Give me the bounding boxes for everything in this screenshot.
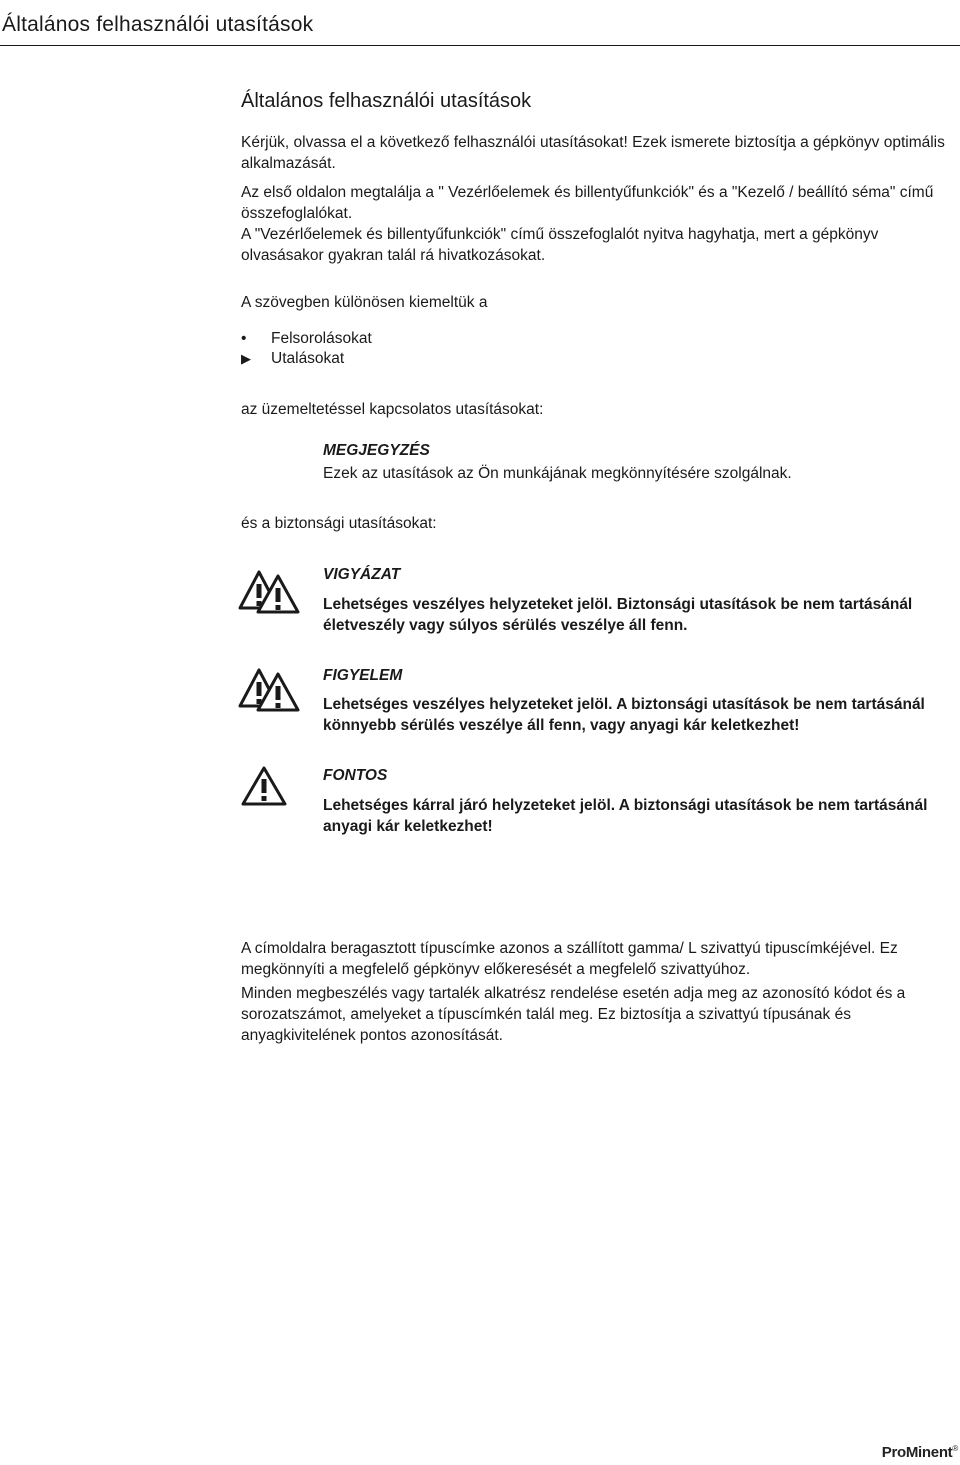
header-title: Általános felhasználói utasítások [2, 13, 314, 36]
warning-title-caution: FIGYELEM [323, 667, 403, 684]
intro-paragraph-2: Az első oldalon megtalálja a " Vezérlőelemek és billentyűfunkciók" és a "Kezelő / beállító séma" című összefoglalókat. [241, 184, 934, 222]
list-item-references [241, 348, 541, 369]
logo-text: ProMinent [881, 1444, 953, 1461]
arrow-right-icon: ▶ [241, 351, 251, 366]
emphasis-intro: A szövegben különösen kiemeltük a [241, 294, 488, 311]
double-warning-triangle-icon [238, 666, 300, 712]
header-divider [0, 45, 960, 46]
logo-registered-mark: ® [952, 1444, 958, 1453]
intro-paragraph-1: Kérjük, olvassa el a következő felhasználói utasításokat! Ezek ismerete biztosítja a gépkönyv optimális alkalmazását. [241, 134, 945, 172]
warning-title-danger: VIGYÁZAT [323, 566, 401, 583]
safety-intro: és a biztonsági utasításokat: [241, 515, 437, 532]
double-warning-triangle-icon [238, 568, 300, 614]
warning-body-danger: Lehetséges veszélyes helyzeteket jelöl. Biztonsági utasítások be nem tartásánál életveszély vagy súlyos sérülés veszélye áll fenn. [323, 596, 913, 634]
operating-intro: az üzemeltetéssel kapcsolatos utasításokat: [241, 401, 544, 418]
bullet-icon: • [241, 330, 247, 347]
closing-paragraph-2: Minden megbeszélés vagy tartalék alkatrész rendelése esetén adja meg az azonosító kódot és a sorozatszámot, amelyeket a típuscímkén talál meg. Ez biztosítja a szivattyú típusának és anyagkivitelének pontos azonosítását. [241, 985, 906, 1044]
list-item-bullets [241, 328, 541, 349]
note-title: MEGJEGYZÉS [323, 442, 430, 459]
warning-body-important: Lehetséges kárral járó helyzeteket jelöl. A biztonsági utasítások be nem tartásánál anyagi kár keletkezhet! [323, 797, 928, 835]
warning-triangle-icon [240, 765, 288, 807]
note-body: Ezek az utasítások az Ön munkájának megkönnyítésére szolgálnak. [323, 465, 792, 482]
intro-paragraph-3: A "Vezérlőelemek és billentyűfunkciók" című összefoglalót nyitva hagyhatja, mert a gépkönyv olvasásakor gyakran talál rá hivatkozásokat. [241, 226, 879, 264]
list-item-label: Felsorolásokat [271, 330, 372, 347]
warning-body-caution: Lehetséges veszélyes helyzeteket jelöl. A biztonsági utasítások be nem tartásánál könnyebb sérülés veszélye áll fenn, vagy anyagi kár keletkezhet! [323, 696, 925, 734]
closing-paragraph-1: A címoldalra beragasztott típuscímke azonos a szállított gamma/ L szivattyú tipuscímkéjével. Ez megkönnyíti a megfelelő gépkönyv előkeresését a megfelelő szivattyúhoz. [241, 940, 898, 978]
prominent-logo [882, 1444, 958, 1461]
warning-title-important: FONTOS [323, 767, 388, 784]
page-title: Általános felhasználói utasítások [241, 90, 532, 112]
list-item-label: Utalásokat [271, 350, 345, 367]
